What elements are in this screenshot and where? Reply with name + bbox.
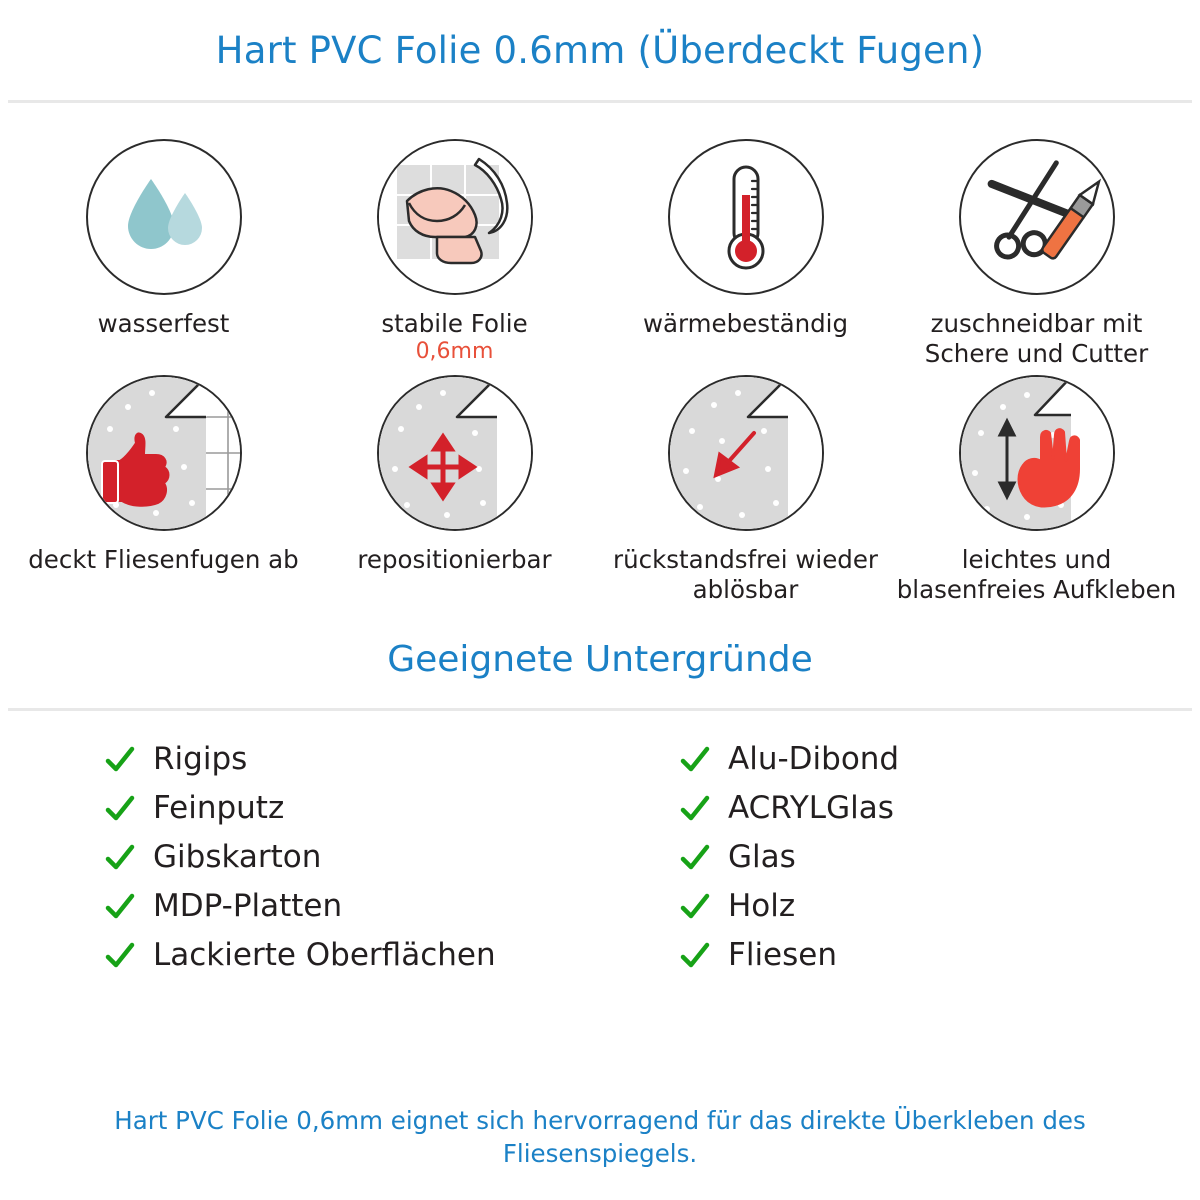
list-item-label: Gibskarton [153,839,322,875]
substrate-lists [0,711,1200,979]
list-item-label: Rigips [153,741,248,777]
header [0,0,1200,100]
feature-label: wärmebeständig [642,309,849,338]
thumbs-up-tile-icon [86,375,242,531]
feature-label: leichtes und blasenfreies Aufkleben [896,544,1177,604]
scissors-cutter-icon [959,139,1115,295]
check-icon [680,941,710,971]
water-drops-icon [86,139,242,295]
feature-label: deckt Fliesenfugen ab [28,544,299,574]
feature-wasserfest [18,139,309,369]
peel-arrow-icon [668,375,824,531]
feature-stabile-folie [309,139,600,369]
check-icon [680,794,710,824]
feature-label: wasserfest [97,309,230,338]
flexing-arm-icon [377,139,533,295]
list-item [105,933,600,979]
list-item [105,737,600,783]
feature-sublabel: 0,6mm [415,338,494,364]
page-title: Hart PVC Folie 0.6mm (Überdeckt Fugen) [215,28,985,72]
list-item [105,884,600,930]
feature-grid [0,103,1200,605]
substrate-column-right [600,737,1200,979]
check-icon [105,941,135,971]
thermometer-icon [668,139,824,295]
list-item [680,786,1200,832]
list-item [105,786,600,832]
move-arrows-icon [377,375,533,531]
list-item [680,835,1200,881]
substrate-column-left [0,737,600,979]
list-item-label: Holz [728,888,796,924]
check-icon [680,843,710,873]
feature-zuschneidbar [891,139,1182,369]
feature-label: rückstandsfrei wieder ablösbar [613,544,878,604]
feature-rueckstandsfrei [600,375,891,605]
list-item-label: Lackierte Oberflächen [153,937,496,973]
check-icon [105,794,135,824]
feature-blasenfreies-aufkleben [891,375,1182,605]
list-item-label: MDP-Platten [153,888,343,924]
check-icon [680,745,710,775]
section-title: Geeignete Untergründe [387,638,813,680]
feature-label: zuschneidbar mit Schere und Cutter [924,309,1149,368]
footer-note: Hart PVC Folie 0,6mm eignet sich hervorragend für das direkte Überkleben des Fliesenspiegels. [114,1105,1086,1168]
list-item [680,737,1200,783]
list-item [105,835,600,881]
list-item-label: Feinputz [153,790,285,826]
check-icon [105,745,135,775]
feature-label: repositionierbar [357,544,552,574]
feature-waermebestaendig [600,139,891,369]
feature-deckt-fliesenfugen [18,375,309,605]
list-item-label: Alu-Dibond [728,741,900,777]
feature-label: stabile Folie [381,309,528,338]
check-icon [680,892,710,922]
list-item [680,884,1200,930]
check-icon [105,843,135,873]
feature-repositionierbar [309,375,600,605]
list-item-label: Glas [728,839,796,875]
check-icon [105,892,135,922]
list-item-label: ACRYLGlas [728,790,894,826]
list-item-label: Fliesen [728,937,837,973]
list-item [680,933,1200,979]
hand-smoothing-icon [959,375,1115,531]
